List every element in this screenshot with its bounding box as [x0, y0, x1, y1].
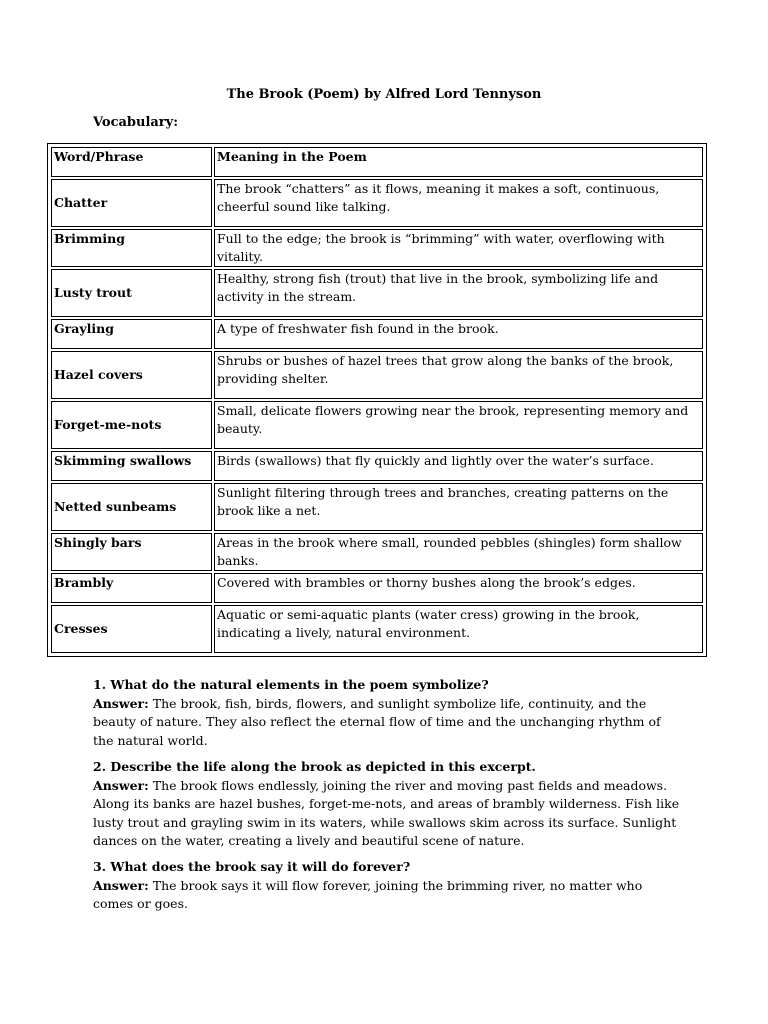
vocab-term: Lusty trout: [51, 269, 212, 317]
answer-body: The brook says it will flow forever, joining the brimming river, no matter who comes or goes.: [93, 877, 643, 911]
answer-label: Answer:: [93, 777, 149, 793]
table-row: [51, 229, 703, 267]
vocab-meaning: Healthy, strong fish (trout) that live in the brook, symbolizing life and activity in the stream.: [214, 269, 703, 317]
vocab-term: Skimming swallows: [51, 451, 212, 481]
vocab-meaning: Areas in the brook where small, rounded pebbles (shingles) form shallow banks.: [214, 533, 703, 571]
table-row: [51, 533, 703, 571]
table-row: [51, 401, 703, 449]
table-row: [51, 179, 703, 227]
answer-label: Answer:: [93, 695, 149, 711]
vocab-term: Brambly: [51, 573, 212, 603]
answer-text: [93, 695, 683, 751]
column-header-word: Word/Phrase: [51, 147, 212, 177]
table-row: [51, 351, 703, 399]
vocab-meaning: Small, delicate flowers growing near the brook, representing memory and beauty.: [214, 401, 703, 449]
table-row: [51, 483, 703, 531]
vocab-meaning: Covered with brambles or thorny bushes along the brook’s edges.: [214, 573, 703, 603]
vocab-meaning: The brook “chatters” as it flows, meaning it makes a soft, continuous, cheerful sound like talking.: [214, 179, 703, 227]
vocab-meaning: Aquatic or semi-aquatic plants (water cress) growing in the brook, indicating a lively, natural environment.: [214, 605, 703, 653]
vocab-term: Hazel covers: [51, 351, 212, 399]
answer-body: The brook, fish, birds, flowers, and sunlight symbolize life, continuity, and the beauty of nature. They also reflect the eternal flow of time and the unchanging rhythm of the natural world.: [93, 695, 661, 748]
document-title: The Brook (Poem) by Alfred Lord Tennyson: [226, 87, 542, 102]
vocab-term: Netted sunbeams: [51, 483, 212, 531]
answer-body: The brook flows endlessly, joining the river and moving past fields and meadows. Along its banks are hazel bushes, forget-me-nots, and areas of brambly wilderness. Fish like lusty trout and grayling swim in its waters, while swallows skim across its surface. Sunlight dances on the water, creating a lively and beautiful scene of nature.: [93, 777, 680, 848]
answer-label: Answer:: [93, 877, 149, 893]
answer-text: [93, 877, 683, 914]
question-text: 1. What do the natural elements in the poem symbolize?: [93, 677, 489, 692]
vocab-meaning: Sunlight filtering through trees and branches, creating patterns on the brook like a net.: [214, 483, 703, 531]
vocab-meaning: Birds (swallows) that fly quickly and lightly over the water’s surface.: [214, 451, 703, 481]
question-block-2: [93, 758, 683, 851]
question-block-3: [93, 858, 683, 914]
vocabulary-heading: Vocabulary:: [93, 115, 179, 130]
table-row: [51, 451, 703, 481]
vocab-meaning: Shrubs or bushes of hazel trees that grow along the banks of the brook, providing shelter.: [214, 351, 703, 399]
question-text: 2. Describe the life along the brook as depicted in this excerpt.: [93, 759, 536, 774]
table-row: [51, 319, 703, 349]
table-row: [51, 605, 703, 653]
vocab-term: Cresses: [51, 605, 212, 653]
table-row: [51, 573, 703, 603]
question-text: 3. What does the brook say it will do forever?: [93, 859, 411, 874]
answer-text: [93, 777, 683, 851]
vocab-term: Brimming: [51, 229, 212, 267]
vocab-meaning: A type of freshwater fish found in the brook.: [214, 319, 703, 349]
table-header-row: [51, 147, 703, 177]
column-header-meaning: Meaning in the Poem: [214, 147, 703, 177]
vocab-term: Chatter: [51, 179, 212, 227]
vocabulary-table: [47, 143, 707, 657]
vocab-term: Grayling: [51, 319, 212, 349]
vocab-term: Shingly bars: [51, 533, 212, 571]
table-row: [51, 269, 703, 317]
vocab-meaning: Full to the edge; the brook is “brimming” with water, overflowing with vitality.: [214, 229, 703, 267]
question-block-1: [93, 676, 683, 750]
vocab-term: Forget-me-nots: [51, 401, 212, 449]
